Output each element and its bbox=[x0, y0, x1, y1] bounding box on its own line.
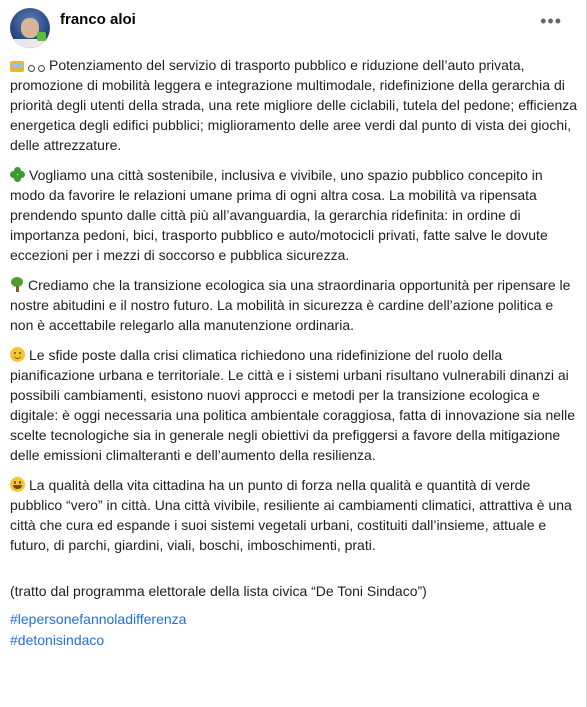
paragraph-1 bbox=[10, 55, 578, 155]
paragraph-text: Potenziamento del servizio di trasporto pubblico e riduzione dell’auto privata, promozione di mobilità leggera e integrazione multimodale, ridefinizione della gerarchia di priorità degli utenti della strada, una rete migliore delle ciclabili, tutela del pedone; efficienza energetica degli edifici pubblici; miglioramento delle aree verdi dal punto di vista dei giochi, delle attrezzature. bbox=[10, 57, 578, 153]
bicycle-emoji bbox=[28, 60, 45, 72]
paragraph-text: Crediamo che la transizione ecologica sia una straordinaria opportunità per ripensare le nostre abitudini e il nostro futuro. La mobilità in sicurezza è cardine dell’azione politica e non è accettabile relegarlo alla manutenzione ordinaria. bbox=[10, 277, 571, 333]
bus-emoji bbox=[10, 61, 24, 72]
paragraph-2 bbox=[10, 165, 578, 265]
post-header bbox=[10, 4, 576, 50]
post-body bbox=[10, 55, 578, 651]
grinning-face-emoji bbox=[10, 477, 25, 492]
paragraph-text: Le sfide poste dalla crisi climatica richiedono una ridefinizione del ruolo della pianificazione urbana e territoriale. Le città e i sistemi urbani risultano vulnerabili dinanzi ai possibili cambiamenti, esistono nuovi approcci e metodi per la transizione ecologica e digitale: è oggi necessaria una politica ambientale coraggiosa, fatta di innovazione sia nelle scelte tecnologiche sia in generale negli obiettivi da prefiggersi a favore della mitigazione delle emissioni climalteranti e dell’aumento della resilienza. bbox=[10, 347, 576, 463]
paragraph-4 bbox=[10, 345, 578, 465]
hashtag-link[interactable]: #lepersonefannoladifferenza bbox=[10, 611, 187, 627]
hashtag-link[interactable]: #detonisindaco bbox=[10, 632, 105, 648]
paragraph-text: La qualità della vita cittadina ha un punto di forza nella qualità e quantità di verde pubblico “vero” in città. Una città vivibile, resiliente ai cambiamenti climatici, attrattiva è una città che cura ed espande i suoi sistemi vegetali urbani, costituiti dall’insieme, attuale e futuro, di parchi, giardini, viali, boschi, imboschimenti, prati. bbox=[10, 477, 572, 553]
avatar-badge bbox=[37, 32, 46, 41]
avatar[interactable] bbox=[10, 8, 50, 48]
smiling-face-emoji bbox=[10, 347, 25, 362]
tree-emoji bbox=[10, 277, 24, 292]
author-name[interactable]: franco aloi bbox=[60, 11, 136, 28]
paragraph-5 bbox=[10, 475, 578, 555]
four-leaf-clover-emoji bbox=[10, 167, 25, 182]
paragraph-3 bbox=[10, 275, 578, 335]
source-note: (tratto dal programma elettorale della lista civica “De Toni Sindaco”) bbox=[10, 583, 427, 599]
paragraph-text: Vogliamo una città sostenibile, inclusiva e vivibile, uno spazio pubblico concepito in modo da favorire le relazioni umane prima di ogni altra cosa. La mobilità va ripensata prendendo spunto dalle città più all’avanguardia, la gerarchia ridefinita: in ordine di importanza pedoni, bici, trasporto pubblico e auto/motocicli privati, fatte salve le dovute eccezioni per i mezzi di soccorso e pubblica sicurezza. bbox=[10, 167, 548, 263]
more-horizontal-icon[interactable]: ••• bbox=[540, 11, 562, 31]
